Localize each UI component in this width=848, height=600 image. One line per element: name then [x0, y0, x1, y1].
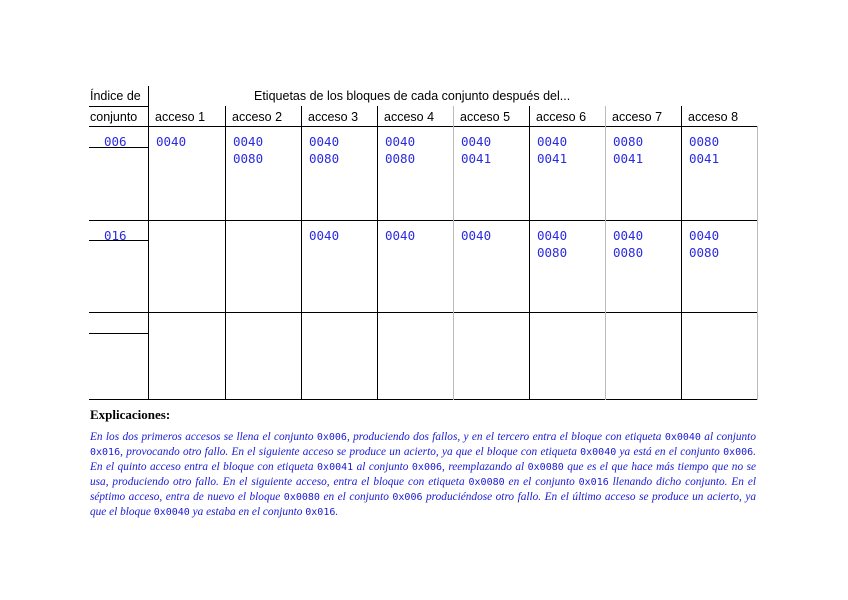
tag-cell: 0040 0080 — [233, 134, 264, 166]
index-header-line1: Índice de — [90, 89, 141, 103]
index-rule — [89, 333, 148, 334]
set-index-cell: 006 — [104, 134, 127, 149]
explanation-segment: , produciendo dos fallos, y en el tercero entra el bloque con etiqueta — [346, 431, 665, 443]
index-column-divider — [148, 86, 149, 400]
hex-value: 0x016 — [578, 477, 609, 488]
column-divider — [605, 106, 606, 400]
hex-value: 0x006 — [723, 447, 754, 458]
column-divider — [453, 106, 454, 400]
access-header-4: acceso 4 — [384, 110, 435, 124]
index-header-line2: conjunto — [90, 110, 138, 124]
row-separator — [89, 220, 757, 221]
explanation-segment: en el conjunto — [319, 491, 393, 503]
access-header-6: acceso 6 — [536, 110, 587, 124]
tag-cell: 0040 — [461, 228, 492, 243]
explanation-segment: que es el que hace más tiempo que no se usa, produciendo otro fallo. En el siguiente acceso, entra el bloque con etiqueta — [90, 461, 756, 488]
column-divider — [377, 106, 378, 400]
explanation-segment: . — [335, 506, 339, 518]
column-divider — [757, 126, 758, 400]
hex-value: 0x0040 — [580, 447, 617, 458]
explanation-segment: llenando dicho conjunto. En el séptimo acceso, entra de nuevo el bloque — [90, 476, 757, 503]
column-divider — [529, 106, 530, 400]
tag-cell: 0040 0080 — [385, 134, 416, 166]
tag-cell: 0040 — [156, 134, 187, 149]
access-header-8: acceso 8 — [688, 110, 739, 124]
tag-cell: 0080 0041 — [689, 134, 720, 166]
hex-value: 0x0080 — [468, 477, 505, 488]
tags-header: Etiquetas de los bloques de cada conjunto después del... — [254, 89, 571, 103]
hex-value: 0x006 — [392, 492, 423, 503]
tag-cell: 0040 0080 — [613, 228, 644, 260]
tag-cell: 0040 0080 — [689, 228, 720, 260]
access-header-5: acceso 5 — [460, 110, 511, 124]
set-index-cell: 016 — [104, 228, 127, 243]
tag-cell: 0040 0080 — [309, 134, 340, 166]
access-header-7: acceso 7 — [612, 110, 663, 124]
tag-cell: 0040 0041 — [537, 134, 568, 166]
tag-cell: 0040 — [385, 228, 416, 243]
hex-value: 0x0040 — [664, 432, 701, 443]
row-separator — [89, 312, 757, 313]
hex-value: 0x016 — [305, 507, 336, 518]
column-divider — [681, 106, 682, 400]
explanation-text — [90, 430, 756, 520]
access-header-1: acceso 1 — [155, 110, 206, 124]
explanation-segment: produciéndose otro fallo. En el último acceso se produce un acierto, ya que el bloque — [90, 491, 756, 518]
tag-cell: 0040 0041 — [461, 134, 492, 166]
explanation-segment: . En el quinto acceso entra el bloque con etiqueta — [90, 446, 756, 473]
table-bottom-rule — [89, 399, 757, 400]
tag-cell: 0040 — [309, 228, 340, 243]
hex-value: 0x0080 — [283, 492, 320, 503]
explanation-segment: ya estaba en el conjunto — [189, 506, 306, 518]
hex-value: 0x0080 — [527, 462, 564, 473]
header-rule — [89, 126, 757, 127]
tag-cell: 0080 0041 — [613, 134, 644, 166]
column-divider — [301, 106, 302, 400]
explanation-segment: , reemplazando al — [442, 461, 528, 473]
access-header-3: acceso 3 — [308, 110, 359, 124]
hex-value: 0x006 — [411, 462, 443, 473]
explanation-segment: al conjunto — [353, 461, 412, 473]
hex-value: 0x0041 — [317, 462, 354, 473]
explanation-segment: en el conjunto — [504, 476, 579, 488]
explanation-title: Explicaciones: — [90, 407, 171, 422]
explanation-segment: al conjunto — [700, 431, 756, 443]
tag-cell: 0040 0080 — [537, 228, 568, 260]
hex-value: 0x006 — [316, 432, 347, 443]
explanation-segment: ya está en el conjunto — [616, 446, 724, 458]
hex-value: 0x0040 — [153, 507, 190, 518]
header-rule-index — [89, 106, 148, 107]
column-divider — [225, 106, 226, 400]
explanation-segment: En los dos primeros accesos se llena el conjunto — [90, 431, 317, 443]
access-header-2: acceso 2 — [232, 110, 283, 124]
hex-value: 0x016 — [90, 447, 121, 458]
explanation-segment: , provocando otro fallo. En el siguiente acceso se produce un acierto, ya que el bloque con etiqueta — [120, 446, 581, 458]
